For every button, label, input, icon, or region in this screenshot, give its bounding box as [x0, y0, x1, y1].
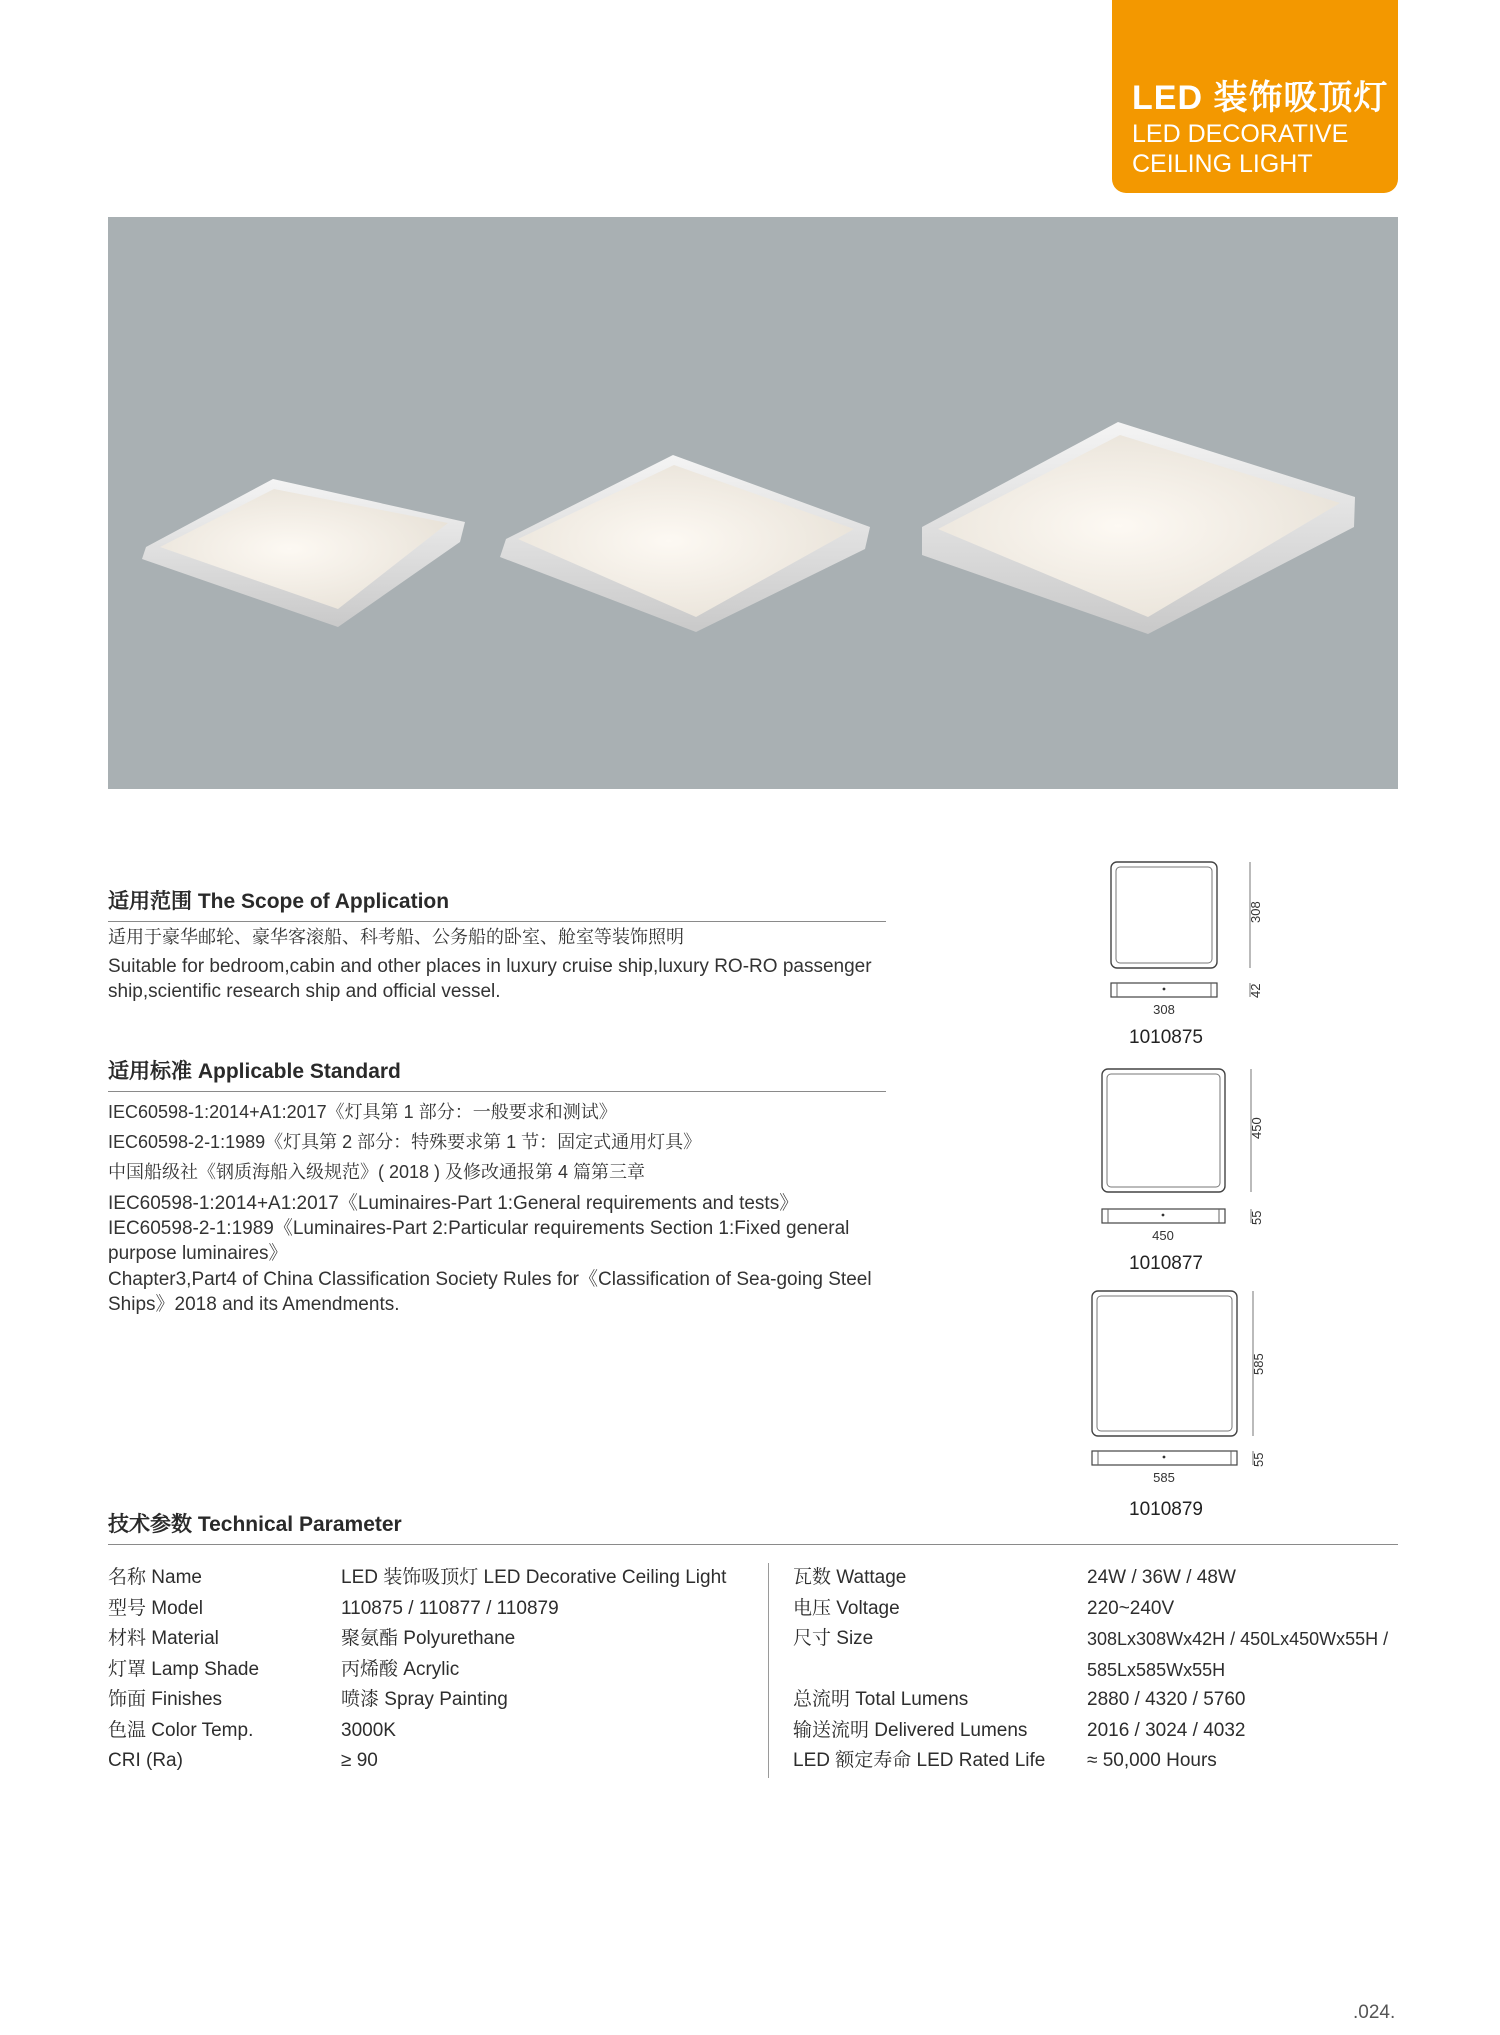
- param-label: 灯罩 Lamp Shade: [108, 1658, 260, 1680]
- param-label: 尺寸 Size: [793, 1628, 874, 1649]
- column-divider: [768, 1563, 769, 1778]
- dimension-drawing: [1088, 1287, 1288, 1487]
- technical-table: [108, 1563, 1398, 1778]
- dimension-length-label: 308: [1248, 901, 1263, 923]
- param-value: 聚氨酯 Polyurethane: [341, 1628, 516, 1649]
- dimension-height-label: 55: [1249, 1210, 1264, 1225]
- param-label: CRI (Ra): [108, 1750, 183, 1771]
- param-value: 110875 / 110877 / 110879: [341, 1597, 559, 1619]
- standard-line: IEC60598-1:2014+A1:2017《Luminaires-Part 1:General requirements and tests》: [108, 1193, 799, 1214]
- scope-text-en: Suitable for bedroom,cabin and other places in luxury cruise ship,luxury RO-RO passenger ship,scientific research ship and official vessel.: [108, 956, 872, 1002]
- param-value: 丙烯酸 Acrylic: [341, 1658, 460, 1680]
- param-label: 总流明 Total Lumens: [793, 1689, 969, 1710]
- param-value: ≈ 50,000 Hours: [1087, 1750, 1217, 1771]
- param-value: 2016 / 3024 / 4032: [1087, 1719, 1246, 1741]
- dimension-drawing: [1100, 858, 1280, 1028]
- dimension-width-label: 450: [1152, 1228, 1174, 1243]
- param-value: 2880 / 4320 / 5760: [1087, 1689, 1246, 1710]
- param-label: 型号 Model: [108, 1597, 204, 1619]
- dimension-length-label: 585: [1251, 1353, 1266, 1375]
- param-label: 电压 Voltage: [793, 1597, 900, 1619]
- dimension-width-label: 308: [1153, 1002, 1175, 1017]
- model-number: 1010879: [1129, 1499, 1203, 1520]
- param-value: 220~240V: [1087, 1597, 1175, 1619]
- ceiling-lamp-small: [142, 479, 465, 627]
- category-title-zh: LED 装饰吸顶灯: [1132, 79, 1389, 117]
- category-title-en-line2: CEILING LIGHT: [1132, 150, 1313, 178]
- dimension-drawing: [1096, 1063, 1286, 1253]
- technical-heading: 技术参数 Technical Parameter: [108, 1508, 1398, 1545]
- dimension-height-label: 55: [1251, 1452, 1266, 1467]
- product-photo: [108, 217, 1398, 789]
- param-label: 饰面 Finishes: [108, 1689, 223, 1710]
- param-label: 材料 Material: [108, 1628, 219, 1649]
- standard-line: IEC60598-1:2014+A1:2017《灯具第 1 部分：一般要求和测试》: [108, 1102, 617, 1122]
- param-label: 输送流明 Delivered Lumens: [793, 1719, 1028, 1741]
- ceiling-lamp-large: [922, 422, 1355, 634]
- param-label: [793, 1655, 1045, 1686]
- scope-text-zh: 适用于豪华邮轮、豪华客滚船、科考船、公务船的卧室、舱室等装饰照明: [108, 927, 684, 947]
- param-value: 308Lx308Wx42H / 450Lx450Wx55H /: [1087, 1629, 1389, 1649]
- param-label: 名称 Name: [108, 1567, 202, 1588]
- page-number: .024.: [1353, 2002, 1396, 2023]
- model-number: 1010877: [1129, 1253, 1203, 1274]
- dimension-height-label: 42: [1248, 983, 1263, 998]
- standard-line: 中国船级社《钢质海船入级规范》( 2018 ) 及修改通报第 4 篇第三章: [108, 1162, 646, 1182]
- param-label: 色温 Color Temp.: [108, 1719, 254, 1741]
- standard-line: IEC60598-2-1:1989《灯具第 2 部分：特殊要求第 1 节：固定式通用灯具》: [108, 1132, 702, 1152]
- standard-line: Chapter3,Part4 of China Classification Society Rules for《Classification of Sea-going Steel Ships》2018 and its Amendments.: [108, 1269, 872, 1315]
- right-labels: [793, 1563, 1045, 1777]
- ceiling-lamp-medium: [500, 455, 870, 632]
- model-number: 1010875: [1129, 1027, 1203, 1048]
- param-value: LED 装饰吸顶灯 LED Decorative Ceiling Light: [341, 1567, 727, 1588]
- right-values: [1087, 1563, 1388, 1777]
- category-tab: [1112, 0, 1398, 193]
- param-label: LED 额定寿命 LED Rated Life: [793, 1750, 1046, 1771]
- left-labels: [108, 1563, 259, 1777]
- param-value: 3000K: [341, 1719, 396, 1741]
- category-title-en-line1: LED DECORATIVE: [1132, 120, 1349, 148]
- param-value: 喷漆 Spray Painting: [341, 1689, 508, 1710]
- param-value: 585Lx585Wx55H: [1087, 1659, 1226, 1680]
- scope-heading: 适用范围 The Scope of Application: [108, 885, 886, 922]
- param-label: 瓦数 Wattage: [793, 1567, 907, 1588]
- left-values: [341, 1563, 726, 1777]
- dimension-width-label: 585: [1153, 1470, 1175, 1485]
- param-value: ≥ 90: [341, 1750, 378, 1771]
- standard-heading: 适用标准 Applicable Standard: [108, 1055, 886, 1092]
- standard-line: IEC60598-2-1:1989《Luminaires-Part 2:Particular requirements Section 1:Fixed general purpose luminaires》: [108, 1218, 850, 1264]
- dimension-length-label: 450: [1249, 1117, 1264, 1139]
- param-value: 24W / 36W / 48W: [1087, 1567, 1236, 1588]
